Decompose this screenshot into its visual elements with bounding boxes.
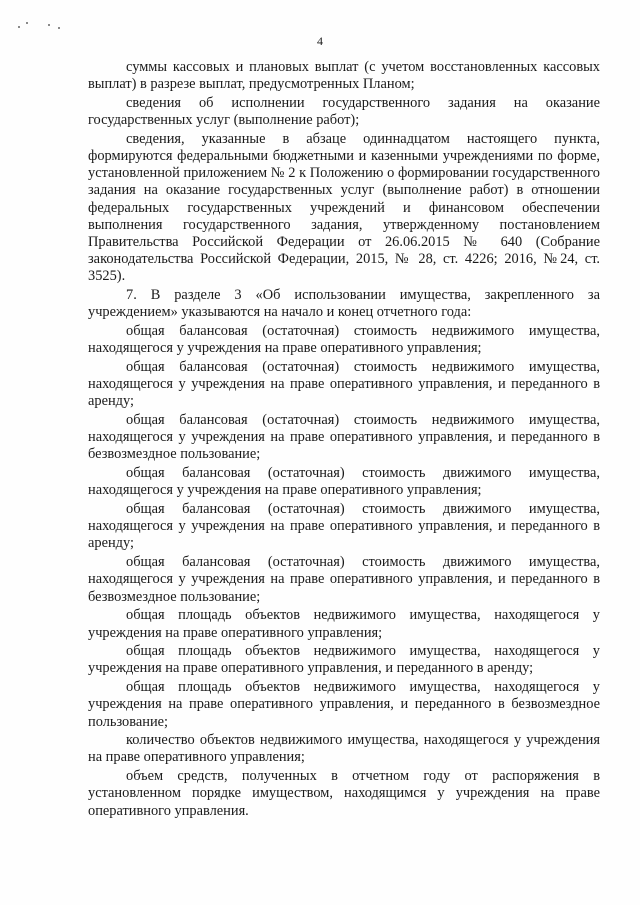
scan-speck bbox=[26, 22, 28, 24]
paragraph: общая балансовая (остаточная) стоимость движимого имущества, находящегося у учреждения на праве оперативного управления, и переданного в аренду; bbox=[88, 501, 600, 552]
paragraph: общая площадь объектов недвижимого имущества, находящегося у учреждения на праве оперативного управления; bbox=[88, 607, 600, 641]
paragraph: 7. В разделе 3 «Об использовании имущества, закрепленного за учреждением» указываются на начало и конец отчетного года: bbox=[88, 287, 600, 321]
paragraph: суммы кассовых и плановых выплат (с учетом восстановленных кассовых выплат) в разрезе выплат, предусмотренных Планом; bbox=[88, 59, 600, 93]
paragraph: общая балансовая (остаточная) стоимость недвижимого имущества, находящегося у учреждения на праве оперативного управления; bbox=[88, 323, 600, 357]
page-number: 4 bbox=[317, 34, 323, 48]
paragraph: общая балансовая (остаточная) стоимость движимого имущества, находящегося у учреждения на праве оперативного управления, и переданного в безвозмездное пользование; bbox=[88, 554, 600, 605]
paragraph: общая балансовая (остаточная) стоимость недвижимого имущества, находящегося у учреждения на праве оперативного управления, и переданного в безвозмездное пользование; bbox=[88, 412, 600, 463]
paragraph: общая балансовая (остаточная) стоимость недвижимого имущества, находящегося у учреждения на праве оперативного управления, и переданного в аренду; bbox=[88, 358, 600, 410]
paragraph: общая балансовая (остаточная) стоимость движимого имущества, находящегося у учреждения на праве оперативного управления; bbox=[88, 465, 600, 499]
document-body bbox=[88, 59, 600, 821]
scan-speck bbox=[48, 24, 50, 26]
scan-speck bbox=[18, 26, 20, 28]
paragraph: общая площадь объектов недвижимого имущества, находящегося у учреждения на праве оперативного управления, и переданного в безвозмездное пользование; bbox=[88, 679, 600, 730]
paragraph: сведения, указанные в абзаце одиннадцатом настоящего пункта, формируются федеральными бюджетными и казенными учреждениями по форме, установленной приложением № 2 к Положению о формировании государственного задания на оказание государственных услуг (выполнение работ) в отношении федеральных государственных учреждений и финансовом обеспечении выполнения государственного задания, утвержденному постановлением Правительства Российской Федерации от 26.06.2015 № 640 (Собрание законодательства Российской Федерации, 2015, № 28, ст. 4226; 2016, №24, ст. 3525). bbox=[88, 130, 600, 285]
paragraph: сведения об исполнении государственного задания на оказание государственных услуг (выполнение работ); bbox=[88, 94, 600, 129]
scan-speck bbox=[58, 27, 60, 29]
paragraph: объем средств, полученных в отчетном году от распоряжения в установленном порядке имуществом, находящимся у учреждения на праве оперативного управления. bbox=[88, 768, 600, 819]
paragraph: количество объектов недвижимого имущества, находящегося у учреждения на праве оперативного управления; bbox=[88, 732, 600, 766]
paragraph: общая площадь объектов недвижимого имущества, находящегося у учреждения на праве оперативного управления, и переданного в аренду; bbox=[88, 643, 600, 677]
